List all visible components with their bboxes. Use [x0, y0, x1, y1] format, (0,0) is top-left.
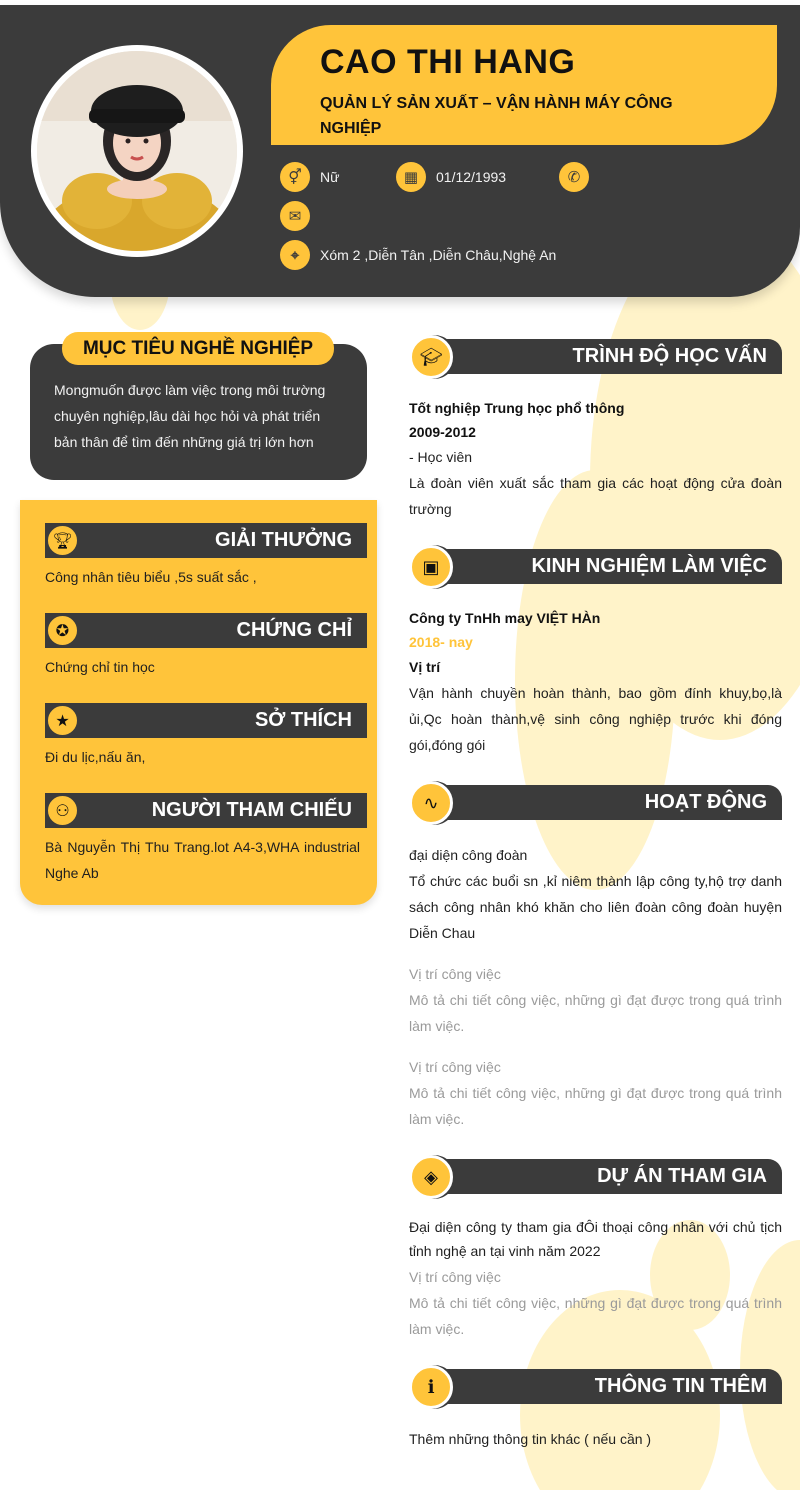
hobbies-header	[45, 703, 367, 738]
phone-row	[559, 162, 599, 192]
experience-position: Vị trí	[409, 659, 441, 675]
education-desc: Là đoàn viên xuất sắc tham gia các hoạt động cửa đoàn trường	[409, 475, 782, 517]
briefcase-icon: ▣	[409, 545, 453, 589]
hobbies-text: Đi du lịc,nấu ăn,	[45, 749, 146, 765]
education-role: - Học viên	[409, 449, 473, 465]
activities-title: HOẠT ĐỘNG	[644, 791, 767, 813]
job-title: QUẢN LÝ SẢN XUẤT – VẬN HÀNH MÁY CÔNG NGHIỆP	[320, 95, 673, 137]
graduation-cap-icon: 🎓︎	[409, 335, 453, 379]
layers-icon: ◈	[409, 1155, 453, 1199]
info-icon: ℹ	[409, 1365, 453, 1409]
references-text: Bà Nguyễn Thị Thu Trang.lot A4-3,WHA industrial Nghe Ab	[45, 839, 360, 881]
projects-title: DỰ ÁN THAM GIA	[597, 1165, 767, 1187]
project-placeholder-role: Vị trí công việc	[409, 1269, 501, 1285]
birthdate-row	[396, 162, 506, 192]
address-text: Xóm 2 ,Diễn Tân ,Diễn Châu,Nghệ An	[320, 247, 557, 263]
trophy-icon: 🏆︎	[45, 523, 80, 558]
avatar-photo	[37, 51, 237, 251]
certificates-header	[45, 613, 367, 648]
gender-row	[280, 162, 339, 192]
activity-item-desc: Tổ chức các buổi sn ,kỉ niêm thành lập công ty,hộ trợ danh sách công nhân khó khăn cho liên đoàn công đoàn huyện Diễn Chau	[409, 873, 782, 941]
experience-company: Công ty TnHh may VIỆT HÀn	[409, 610, 601, 626]
more-info-title: THÔNG TIN THÊM	[594, 1375, 767, 1397]
gender-icon: ⚥	[280, 162, 310, 192]
references-header	[45, 793, 367, 828]
activity-placeholder-role: Vị trí công việc	[409, 966, 501, 982]
email-row	[280, 201, 320, 231]
experience-header	[445, 549, 782, 584]
awards-title: GIẢI THƯỞNG	[215, 529, 352, 551]
project-placeholder-desc: Mô tả chi tiết công việc, những gì đạt được trong quá trình làm việc.	[409, 1295, 782, 1337]
education-school: Tốt nghiệp Trung học phổ thông	[409, 400, 625, 416]
education-title: TRÌNH ĐỘ HỌC VẤN	[572, 345, 767, 367]
activity-item-title: đại diện công đoàn	[409, 847, 528, 863]
activity-placeholder-role: Vị trí công việc	[409, 1059, 501, 1075]
address-row	[280, 240, 556, 270]
experience-title: KINH NGHIỆM LÀM VIỆC	[531, 555, 767, 577]
more-info-text: Thêm những thông tin khác ( nếu cần )	[409, 1431, 652, 1447]
certificates-title: CHỨNG CHỈ	[236, 619, 352, 641]
references-title: NGƯỜI THAM CHIẾU	[151, 799, 352, 821]
birthdate-text: 01/12/1993	[436, 169, 507, 185]
objective-text: Mongmuốn được làm việc trong môi trường chuyên nghiệp,lâu dài học hỏi và phát triển bản thân để tìm đến những giá trị lớn hơn	[54, 382, 326, 450]
activities-header	[445, 785, 782, 820]
avatar	[31, 45, 243, 257]
certificates-text: Chứng chỉ tin học	[45, 659, 155, 675]
activity-placeholder-desc: Mô tả chi tiết công việc, những gì đạt được trong quá trình làm việc.	[409, 992, 782, 1034]
hobbies-title: SỞ THÍCH	[254, 709, 352, 731]
calendar-icon: ▦	[396, 162, 426, 192]
more-info-header	[445, 1369, 782, 1404]
left-panel	[20, 500, 377, 905]
star-icon: ★	[45, 703, 80, 738]
awards-header	[45, 523, 367, 558]
certificate-icon: ✪	[45, 613, 80, 648]
avatar-illustration	[37, 51, 237, 251]
email-icon: ✉	[280, 201, 310, 231]
objective-title: MỤC TIÊU NGHỀ NGHIỆP	[62, 332, 334, 365]
phone-icon: ✆	[559, 162, 589, 192]
project-desc: Đại diện công ty tham gia đÔi thoại công nhân với chủ tịch tỉnh nghệ an tại vinh năm 2022	[409, 1219, 782, 1259]
candidate-name: CAO THI HANG	[320, 43, 576, 81]
education-years: 2009-2012	[409, 424, 476, 440]
education-header	[445, 339, 782, 374]
pulse-icon: ∿	[409, 781, 453, 825]
people-icon: ⚇	[45, 793, 80, 828]
gender-text: Nữ	[320, 169, 340, 185]
location-icon: ⌖	[280, 240, 310, 270]
experience-desc: Vận hành chuyền hoàn thành, bao gồm đính khuy,bọ,là ủi,Qc hoàn thành,vệ sinh công nghiệp trước khi đóng gói,đóng gói	[409, 685, 782, 753]
name-band	[271, 25, 777, 145]
experience-period: 2018- nay	[409, 634, 473, 650]
projects-header	[445, 1159, 782, 1194]
awards-text: Công nhân tiêu biểu ,5s suất sắc ,	[45, 569, 257, 585]
activity-placeholder-desc: Mô tả chi tiết công việc, những gì đạt được trong quá trình làm việc.	[409, 1085, 782, 1127]
